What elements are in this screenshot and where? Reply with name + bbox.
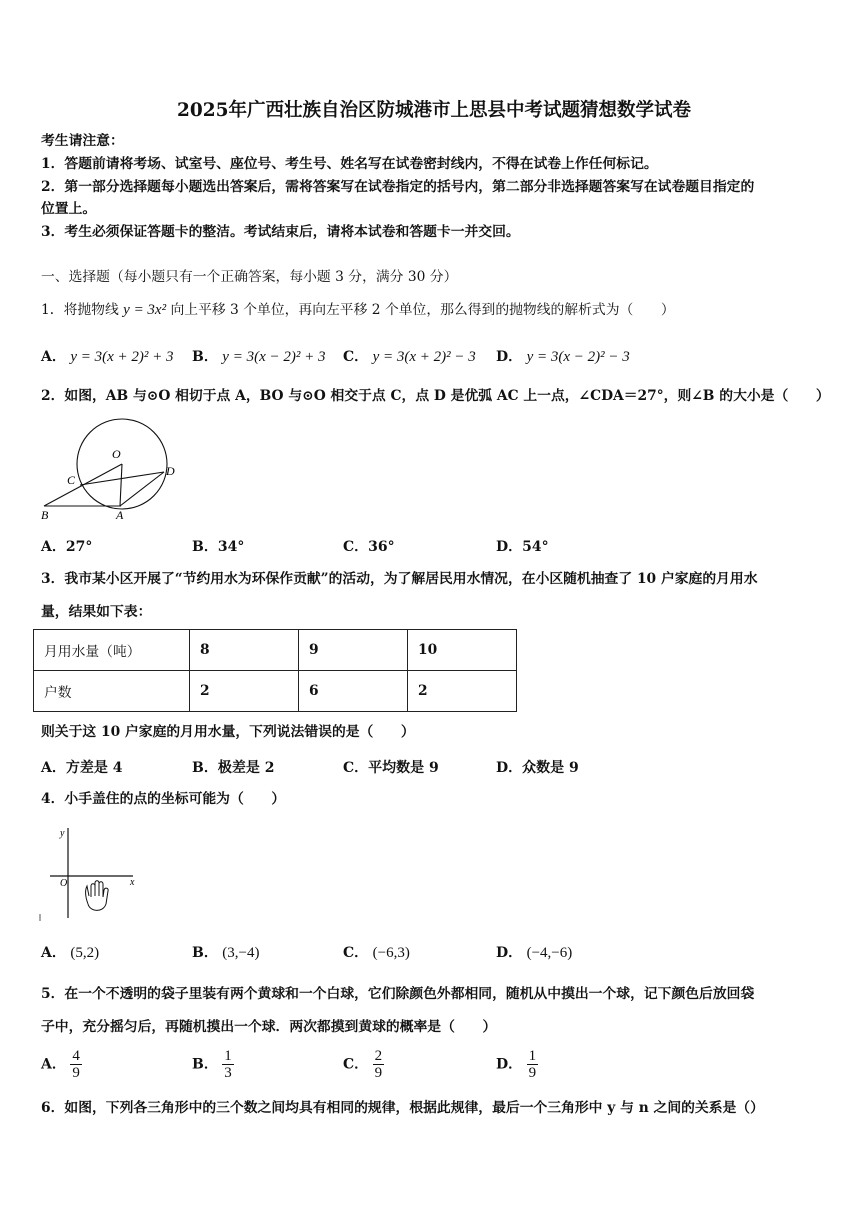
q1-expression: y = 3x² xyxy=(123,302,167,318)
table-cell: 10 xyxy=(408,630,517,671)
label-a: A xyxy=(116,508,124,522)
notice-item: 1．答题前请将考场、试室号、座位号、考生号、姓名写在试卷密封线内，不得在试卷上作任何标记。 xyxy=(41,156,658,172)
notice-item: 3．考生必须保证答题卡的整洁。考试结束后，请将本试卷和答题卡一并交回。 xyxy=(41,224,520,240)
water-usage-table xyxy=(33,629,517,712)
table-cell: 户数 xyxy=(34,671,190,712)
question-3-question: 则关于这 10 户家庭的月用水量，下列说法错误的是（ ） xyxy=(41,724,415,740)
table-cell: 6 xyxy=(299,671,408,712)
table-cell: 2 xyxy=(190,671,299,712)
q1-option-c[interactable]: C． y = 3(x + 2)² − 3 xyxy=(343,349,476,365)
fraction: $\frac{4}{9}$ xyxy=(72,1048,80,1081)
q3-option-a[interactable]: A．方差是 4 xyxy=(41,760,123,776)
page-title: 2025年广西壮族自治区防城港市上思县中考试题猜想数学试卷 xyxy=(177,100,691,121)
q1-option-b[interactable]: B． y = 3(x − 2)² + 3 xyxy=(192,349,326,365)
chord-ad xyxy=(120,472,164,506)
question-5-stem-cont: 子中，充分摇匀后，再随机摸出一个球．两次都摸到黄球的概率是（ ） xyxy=(41,1019,497,1035)
question-3-stem: 3．我市某小区开展了“节约用水为环保作贡献”的活动，为了解居民用水情况，在小区随机抽查了 10 户家庭的月用水 xyxy=(41,571,758,587)
fraction: $\frac{1}{3}$ xyxy=(224,1048,232,1081)
notice-item: 2．第一部分选择题每小题选出答案后，需将答案写在试卷指定的括号内，第二部分非选择题答案写在试卷题目指定的 xyxy=(41,179,755,195)
notice-item: 位置上。 xyxy=(41,201,97,217)
origin-label: O xyxy=(60,878,68,889)
question-5-stem: 5．在一个不透明的袋子里装有两个黄球和一个白球，它们除颜色外都相同，随机从中摸出一个球，记下颜色后放回袋 xyxy=(41,986,755,1002)
fraction: $\frac{1}{9}$ xyxy=(528,1048,537,1081)
q1-option-a[interactable]: A． y = 3(x + 2)² + 3 xyxy=(41,349,174,365)
label-b: B xyxy=(41,508,49,522)
table-row xyxy=(34,671,517,712)
circle-tangent-figure xyxy=(36,415,186,525)
label-c: C xyxy=(67,473,76,487)
question-2-stem: 2．如图，AB 与⊙O 相切于点 A，BO 与⊙O 相交于点 C，点 D 是优弧 AC 上一点，∠CDA＝27°，则∠B 的大小是（ ） xyxy=(41,388,830,404)
q4-option-a[interactable]: A． (5,2) xyxy=(41,945,100,961)
q5-option-b[interactable]: B． $\frac{1}{3}$ xyxy=(192,1048,232,1081)
coordinate-hand-figure xyxy=(38,824,143,924)
q5-option-c[interactable]: C． $\frac{2}{9}$ xyxy=(343,1048,383,1081)
question-1-stem: 1．将抛物线 y = 3x² 向上平移 3 个单位，再向左平移 2 个单位，那么得到的抛物线的解析式为（ ） xyxy=(41,302,675,318)
radius-oa xyxy=(120,464,122,506)
q4-option-d[interactable]: D． (−4,−6) xyxy=(496,945,573,961)
q2-option-c[interactable]: C．36° xyxy=(343,539,395,555)
axis-label-y: y xyxy=(60,828,65,839)
q4-option-c[interactable]: C． (−6,3) xyxy=(343,945,410,961)
fraction: $\frac{2}{9}$ xyxy=(374,1048,383,1081)
axis-label-x: x xyxy=(130,877,135,888)
table-cell: 月用水量（吨） xyxy=(34,630,190,671)
q3-option-c[interactable]: C．平均数是 9 xyxy=(343,760,439,776)
q1-option-d[interactable]: D． y = 3(x − 2)² − 3 xyxy=(496,349,630,365)
table-row xyxy=(34,630,517,671)
q5-option-a[interactable]: A． $\frac{4}{9}$ xyxy=(41,1048,80,1081)
q4-option-b[interactable]: B． (3,−4) xyxy=(192,945,260,961)
question-6-stem: 6．如图，下列各三角形中的三个数之间均具有相同的规律，根据此规律，最后一个三角形中 y 与 n 之间的关系是（） xyxy=(41,1100,764,1116)
question-4-stem: 4．小手盖住的点的坐标可能为（ ） xyxy=(41,791,286,807)
q2-option-a[interactable]: A．27° xyxy=(41,539,93,555)
label-o: O xyxy=(112,447,121,461)
q2-option-d[interactable]: D．54° xyxy=(496,539,549,555)
q3-option-b[interactable]: B．极差是 2 xyxy=(192,760,275,776)
section-heading: 一、选择题（每小题只有一个正确答案，每小题 3 分，满分 30 分） xyxy=(41,269,458,285)
q2-option-b[interactable]: B．34° xyxy=(192,539,245,555)
q5-option-d[interactable]: D． $\frac{1}{9}$ xyxy=(496,1048,537,1081)
hand-icon xyxy=(86,881,109,911)
label-d: D xyxy=(166,464,175,478)
table-cell: 9 xyxy=(299,630,408,671)
question-3-stem-cont: 量，结果如下表： xyxy=(41,604,152,620)
q3-option-d[interactable]: D．众数是 9 xyxy=(496,760,579,776)
table-cell: 2 xyxy=(408,671,517,712)
notice-heading: 考生请注意： xyxy=(41,133,124,149)
table-cell: 8 xyxy=(190,630,299,671)
